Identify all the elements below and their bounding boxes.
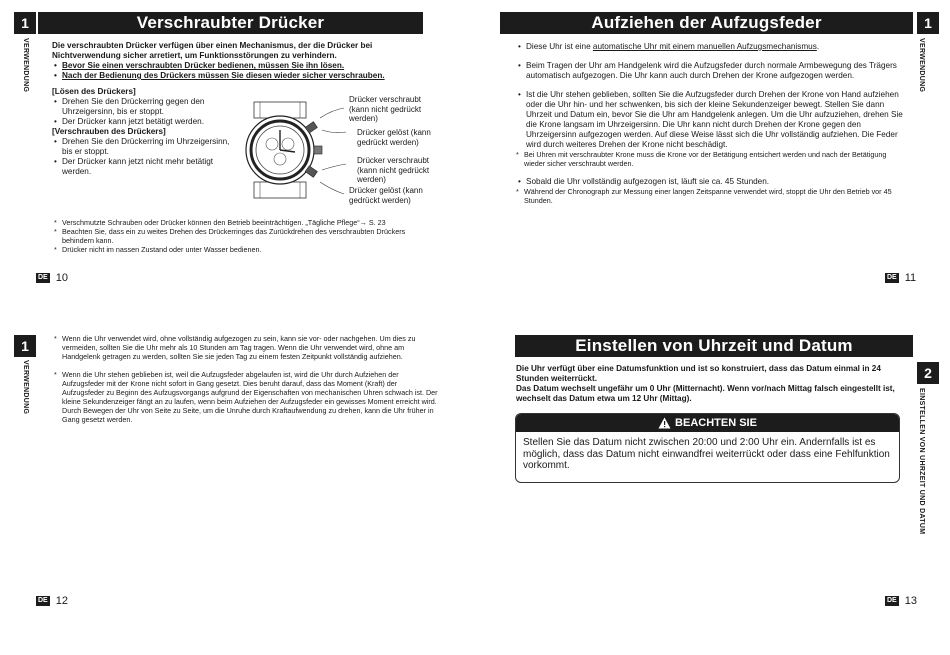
watch-illustration: [240, 100, 360, 200]
page-footer: [36, 595, 68, 607]
screw-step-1: • Drehen Sie den Drückerring im Uhrzeigersinn, bis er stoppt.: [52, 137, 242, 157]
bullet-loosen: • Bevor Sie einen verschraubten Drücker bedienen, müssen Sie ihn lösen.: [52, 61, 427, 71]
page-notes: [54, 334, 439, 424]
bullet-screw: • Nach der Bedienung des Drückers müssen Sie diesen wieder sicher verschrauben.: [52, 71, 427, 81]
section-number: 1: [917, 12, 939, 34]
section-number: 2: [917, 362, 939, 384]
side-section-label: VERWENDUNG: [918, 38, 925, 93]
page-number: 11: [904, 272, 917, 284]
note-item: * Wenn die Uhr stehen geblieben ist, weil die Aufzugsfeder abgelaufen ist, wird die Uhr durch Aufziehen der Aufzugsfeder mit der Krone nicht sofort in Gang gesetzt. Dies beruht darauf, dass das Moment (Kraft) der Aufzugsfeder zu Beginn des Aufzugsvorgangs aufgrund der Eigenschaften von mechanischen Uhren schwach ist. Der kleine Sekundenzeiger fängt an zu laufen, wenn beim Aufziehen der Aufzugsfeder ein gewisses Moment erreicht wird. Durch Bewegen der Uhr von Seite zu Seite, um die Unruhe durch Kraftaufwendung zu drehen, kann die Uhr früher in Gang gesetzt werden.: [54, 370, 439, 424]
page-notes: [54, 218, 439, 254]
loosen-section: [52, 87, 242, 177]
note-item: * Beachten Sie, dass ein zu weites Drehen des Drückerringes das Zurückdrehen des verschraubten Drückers behindern kann.: [54, 227, 439, 245]
language-badge: DE: [887, 597, 897, 604]
bullet-stopped: • Ist die Uhr stehen geblieben, sollten Sie die Aufzugsfeder durch Drehen der Krone von Hand aufziehen oder die Uhr hin- und her schwenken, bis sich der kleine Sekundenzeiger bewegt. Stellen Sie dann Uhrzeit und Datum ein, bevor Sie die Uhr am Handgelenk anlegen. Um die Uhr aufzuziehen, drehen Sie die Krone langsam im Uhrzeigersinn. Die Uhr kann nicht durch Drehen der Krone gegen den Uhrzeigersinn aufgezogen werden. Auf diese Weise lässt sich die Uhr vollständig aufziehen. Die Feder wird durch weiteres Drehen der Krone nicht beschädigt.: [516, 90, 904, 150]
section-number: 1: [14, 335, 36, 357]
intro-text: Die verschraubten Drücker verfügen über einen Mechanismus, der die Drücker bei Nichtverwendung sicher arretiert, um Funktionsstörungen zu verhindern. • Bevor Sie einen verschraubten Drücker bedienen, müssen Sie ihn lösen. • Nach der Bedienung des Drückers müssen Sie diesen wieder sicher verschrauben.: [52, 41, 427, 81]
loosen-step-2: • Der Drücker kann jetzt betätigt werden.: [52, 117, 242, 127]
note-item: * Verschmutzte Schrauben oder Drücker können den Betrieb beeinträchtigen. „Tägliche Pflege“→ S. 23: [54, 218, 439, 227]
note-item: * Bei Uhren mit verschraubter Krone muss die Krone vor der Betätigung entsichert werden und nach der Betätigung wieder sicher verschraubt werden.: [516, 150, 904, 168]
caution-header: [516, 414, 899, 432]
language-badge: DE: [887, 274, 897, 281]
callout-loosened-1: Drücker gelöst (kann gedrückt werden): [357, 128, 431, 147]
caution-box: [515, 413, 900, 483]
page-title: Aufziehen der Aufzugsfeder: [500, 12, 913, 34]
date-intro-1: Die Uhr verfügt über eine Datumsfunktion und ist so konstruiert, dass das Datum einmal in 24 Stunden weiterrückt.: [516, 364, 881, 383]
section-number: 1: [14, 12, 36, 34]
side-section-label: VERWENDUNG: [22, 360, 29, 415]
bullet-wearing: • Beim Tragen der Uhr am Handgelenk wird die Aufzugsfeder durch normale Armbewegung des Trägers automatisch aufgezogen. Die Uhr kann auch durch Drehen der Krone aufgezogen werden.: [516, 61, 904, 81]
caution-title: BEACHTEN SIE: [675, 417, 757, 429]
page-title: Einstellen von Uhrzeit und Datum: [515, 335, 913, 357]
screw-heading: [Verschrauben des Drückers]: [52, 127, 166, 136]
language-badge: DE: [38, 274, 48, 281]
note-item: * Während der Chronograph zur Messung einer langen Zeitspanne verwendet wird, stoppt die Uhr den Betrieb vor 45 Stunden.: [516, 187, 904, 205]
note-item: * Wenn die Uhr verwendet wird, ohne vollständig aufgezogen zu sein, kann sie vor- oder nachgehen. Um dies zu vermeiden, sollten Sie die Uhr mehr als 10 Stunden am Tag tragen. Wenn die Uhr verwendet wird, ohne am Handgelenk getragen zu werden, sollten Sie sie jeden Tag zu einem festen Zeitpunkt vollständig aufziehen.: [54, 334, 439, 361]
page-footer: [885, 272, 916, 284]
bullet-automatic: • Diese Uhr ist eine automatische Uhr mit einem manuellen Aufzugsmechanismus.: [516, 42, 904, 52]
loosen-step-1: • Drehen Sie den Drückerring gegen den Uhrzeigersinn, bis er stoppt.: [52, 97, 242, 117]
screw-step-2: • Der Drücker kann jetzt nicht mehr betätigt werden.: [52, 157, 242, 177]
loosen-heading: [Lösen des Drückers]: [52, 87, 136, 96]
note-item: * Drücker nicht im nassen Zustand oder unter Wasser bedienen.: [54, 245, 439, 254]
page-number: 10: [55, 272, 68, 284]
warning-icon: [658, 417, 671, 429]
page-number: 13: [904, 595, 917, 607]
side-section-label: VERWENDUNG: [22, 38, 29, 93]
bullet-45-hours: • Sobald die Uhr vollständig aufgezogen ist, läuft sie ca. 45 Stunden.: [516, 177, 904, 187]
page-footer: [885, 595, 917, 607]
side-section-label: EINSTELLEN VON UHRZEIT UND DATUM: [918, 388, 925, 535]
caution-text: Stellen Sie das Datum nicht zwischen 20:00 und 2:00 Uhr ein. Andernfalls ist es möglich, dass das Datum nicht einwandfrei weiterrückt oder dass eine Fehlfunktion vorkommt.: [523, 437, 890, 471]
page-title: Verschraubter Drücker: [38, 12, 423, 34]
winding-text: [516, 42, 904, 205]
page-footer: [36, 272, 68, 284]
date-intro-2: Das Datum wechselt ungefähr um 0 Uhr (Mitternacht). Wenn vor/nach Mittag falsch eingestellt ist, wechselt das Datum etwa um 12 Uhr (Mittag).: [516, 384, 895, 403]
page-number: 12: [55, 595, 68, 607]
callout-screwed-1: Drücker verschraubt (kann nicht gedrückt werden): [349, 95, 422, 123]
callout-screwed-2: Drücker verschraubt (kann nicht gedrückt werden): [357, 156, 430, 184]
callout-loosened-2: Drücker gelöst (kann gedrückt werden): [349, 186, 423, 205]
language-badge: DE: [38, 597, 48, 604]
date-intro: [516, 364, 906, 404]
